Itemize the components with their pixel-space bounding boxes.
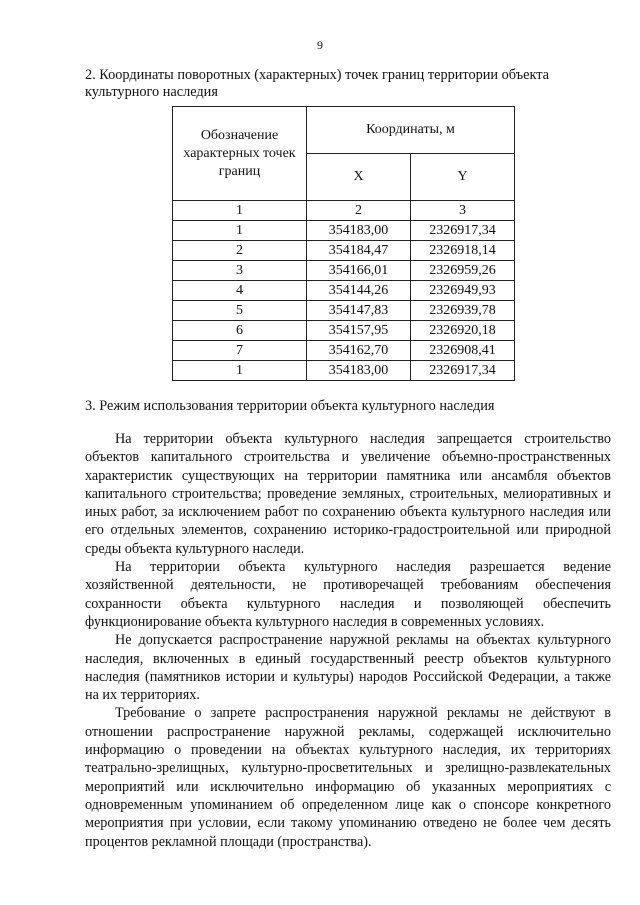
y-cell: 2326908,41 <box>411 341 515 361</box>
coordinates-table <box>172 106 515 381</box>
table-row <box>173 341 515 361</box>
x-cell: 354183,00 <box>307 361 411 381</box>
header-y: Y <box>411 154 515 201</box>
column-number: 1 <box>173 201 307 221</box>
table-row <box>173 301 515 321</box>
x-cell: 354157,95 <box>307 321 411 341</box>
point-cell: 5 <box>173 301 307 321</box>
paragraph: Не допускается распространение наружной рекламы на объектах культурного наследия, включенных в единый государственный реестр объектов культурного наследия (памятников истории и культуры) народов Российской Федерации, а также на их территориях. <box>85 632 611 704</box>
header-x: X <box>307 154 411 201</box>
table-header-row <box>173 107 515 154</box>
column-number: 3 <box>411 201 515 221</box>
table-row <box>173 281 515 301</box>
point-cell: 6 <box>173 321 307 341</box>
table-row <box>173 221 515 241</box>
y-cell: 2326939,78 <box>411 301 515 321</box>
y-cell: 2326959,26 <box>411 261 515 281</box>
x-cell: 354183,00 <box>307 221 411 241</box>
section-2-heading: 2. Координаты поворотных (характерных) точек границ территории объекта культурного наследия <box>85 67 549 100</box>
column-number-row <box>173 201 515 221</box>
table-row <box>173 361 515 381</box>
table-row <box>173 321 515 341</box>
point-cell: 2 <box>173 241 307 261</box>
section-3-body <box>85 430 611 851</box>
x-cell: 354184,47 <box>307 241 411 261</box>
x-cell: 354144,26 <box>307 281 411 301</box>
section-3-heading: 3. Режим использования территории объекта культурного наследия <box>85 398 495 414</box>
paragraph: Требование о запрете распространения наружной рекламы не действуют в отношении распространение наружной рекламы, содержащей исключительно информацию о проведении на объектах культурного наследия, их территориях театрально-зрелищных, культурно-просветительных и зрелищно-развлекательных мероприятий или исключительно информацию об указанных мероприятиях с одновременным упоминанием об определенном лице как о спонсоре конкретного мероприятия при условии, если такому упоминанию отведено не более чем десять процентов рекламной площади (пространства). <box>85 705 611 850</box>
header-point-designation: Обозначение характерных точек границ <box>173 107 307 201</box>
paragraph: На территории объекта культурного наследия разрешается ведение хозяйственной деятельности, не противоречащей требованиям обеспечения сохранности объекта культурного наследия и позволяющей обеспечить функционирование объекта культурного наследия в современных условиях. <box>85 559 611 630</box>
y-cell: 2326920,18 <box>411 321 515 341</box>
y-cell: 2326917,34 <box>411 361 515 381</box>
point-cell: 1 <box>173 361 307 381</box>
point-cell: 7 <box>173 341 307 361</box>
x-cell: 354166,01 <box>307 261 411 281</box>
x-cell: 354147,83 <box>307 301 411 321</box>
page-number: 9 <box>317 38 323 52</box>
x-cell: 354162,70 <box>307 341 411 361</box>
table-row <box>173 241 515 261</box>
point-cell: 4 <box>173 281 307 301</box>
header-coordinates: Координаты, м <box>307 107 515 154</box>
column-number: 2 <box>307 201 411 221</box>
y-cell: 2326918,14 <box>411 241 515 261</box>
point-cell: 1 <box>173 221 307 241</box>
table-row <box>173 261 515 281</box>
y-cell: 2326949,93 <box>411 281 515 301</box>
paragraph: На территории объекта культурного наследия запрещается строительство объектов капитального строительства и увеличение объемно-пространственных характеристик существующих на территории памятника или ансамбля объектов капитального строительства; проведение земляных, строительных, мелиоративных и иных работ, за исключением работ по сохранению объекта культурного наследия или его отдельных элементов, сохранению историко-градостроительной или природной среды объекта культурного наследи. <box>85 431 611 557</box>
y-cell: 2326917,34 <box>411 221 515 241</box>
point-cell: 3 <box>173 261 307 281</box>
